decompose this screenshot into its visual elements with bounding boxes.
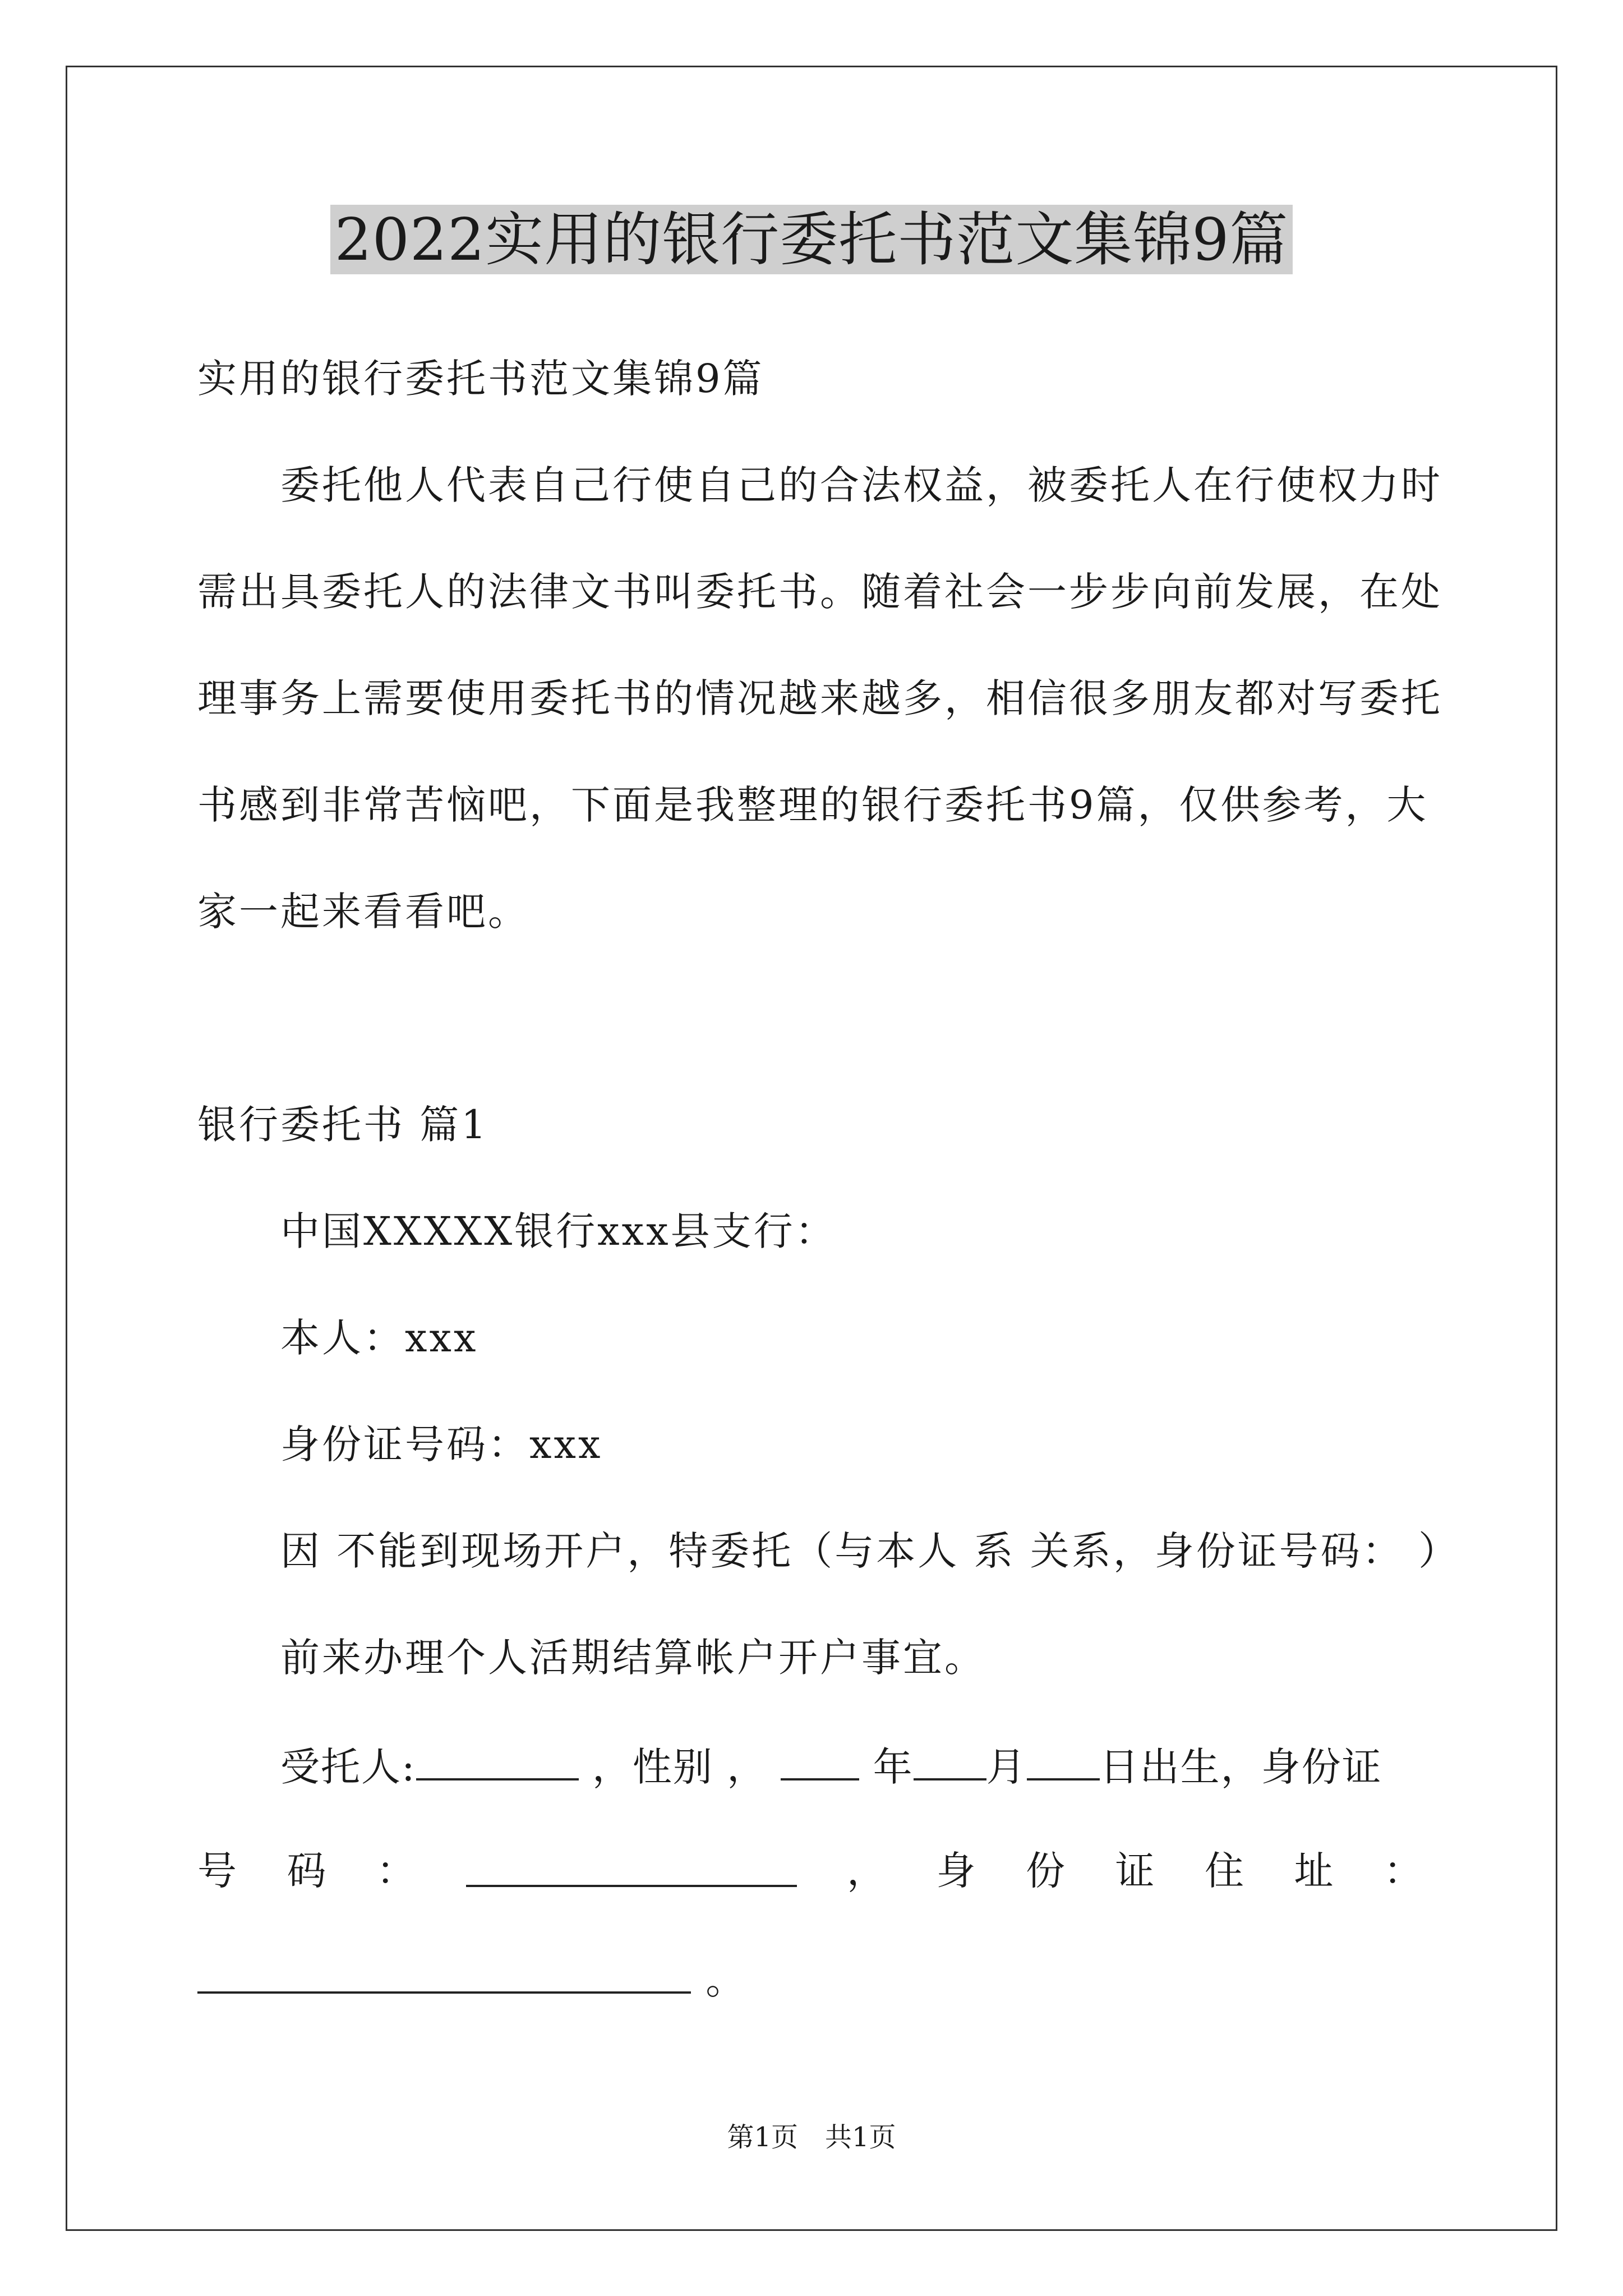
id-number-line: 身份证号码：xxx bbox=[280, 1421, 603, 1467]
char-shen: 身 bbox=[936, 1848, 976, 1894]
year-blank bbox=[914, 1739, 986, 1780]
char-comma: ， bbox=[847, 1848, 886, 1894]
document-title: 2022实用的银行委托书范文集锦9篇 bbox=[330, 205, 1293, 274]
char-hao: 号 bbox=[197, 1848, 237, 1894]
day-birth-label: 日出生，身份证 bbox=[1099, 1744, 1382, 1790]
end-mark: 。 bbox=[706, 1957, 748, 2003]
char-colon-1: ： bbox=[376, 1848, 416, 1894]
char-zheng: 证 bbox=[1115, 1848, 1155, 1894]
char-zhu: 住 bbox=[1205, 1848, 1244, 1894]
char-ma: 码 bbox=[287, 1848, 326, 1894]
gender-label: ，性别 ， bbox=[592, 1744, 768, 1790]
address-line bbox=[197, 1952, 747, 2005]
person-line: 本人：xxx bbox=[280, 1315, 478, 1361]
intro-line-2: 需出具委托人的法律文书叫委托书。随着社会一步步向前发展，在处 bbox=[197, 569, 1442, 615]
year-label: 年 bbox=[873, 1744, 914, 1790]
trustee-label: 受托人: bbox=[280, 1744, 416, 1790]
intro-line-4: 书感到非常苦恼吧，下面是我整理的银行委托书9篇，仅供参考，大 bbox=[197, 782, 1428, 828]
trustee-line bbox=[280, 1739, 1382, 1792]
char-zhi: 址 bbox=[1294, 1848, 1334, 1894]
intro-line-5: 家一起来看看吧。 bbox=[197, 889, 529, 935]
reason-line: 因 不能到现场开户，特委托（与本人 系 关系，身份证号码： ） bbox=[280, 1528, 1460, 1574]
addressee-line: 中国XXXXX银行xxx县支行： bbox=[280, 1208, 837, 1254]
month-blank bbox=[1027, 1739, 1100, 1780]
trustee-name-blank bbox=[416, 1739, 579, 1780]
title-wrap bbox=[0, 205, 1623, 274]
address-blank bbox=[197, 1952, 691, 1994]
intro-line-3: 理事务上需要使用委托书的情况越来越多，相信很多朋友都对写委托 bbox=[197, 675, 1442, 721]
char-colon-2: ： bbox=[1384, 1848, 1423, 1894]
char-fen: 份 bbox=[1026, 1848, 1065, 1894]
id-address-line bbox=[197, 1846, 1423, 1896]
month-label: 月 bbox=[986, 1744, 1027, 1790]
id-number-blank bbox=[466, 1846, 797, 1887]
page-footer: 第1页 共1页 bbox=[727, 2122, 896, 2153]
intro-line-1: 委托他人代表自己行使自己的合法权益，被委托人在行使权力时 bbox=[280, 462, 1442, 508]
document-subtitle: 实用的银行委托书范文集锦9篇 bbox=[197, 356, 764, 402]
purpose-line: 前来办理个人活期结算帐户开户事宜。 bbox=[280, 1635, 986, 1681]
section-heading: 银行委托书 篇1 bbox=[197, 1102, 488, 1148]
gender-blank bbox=[781, 1739, 859, 1780]
